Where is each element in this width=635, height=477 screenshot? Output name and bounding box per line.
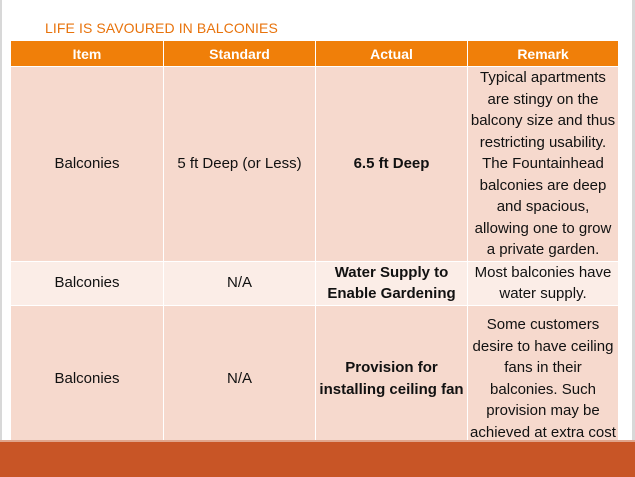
cell-remark: Most balconies have water supply. (468, 261, 619, 305)
cell-actual: Water Supply to Enable Gardening (316, 261, 468, 305)
cell-actual: Provision for installing ceiling fan (316, 305, 468, 452)
cell-actual: 6.5 ft Deep (316, 67, 468, 262)
balcony-comparison-table (10, 40, 619, 453)
table-row (11, 261, 619, 305)
table-row (11, 305, 619, 452)
footer-bar (0, 442, 635, 477)
table-row (11, 67, 619, 262)
slide-title: LIFE IS SAVOURED IN BALCONIES (45, 20, 278, 36)
header-remark: Remark (468, 41, 619, 67)
header-item: Item (11, 41, 164, 67)
table-header-row (11, 41, 619, 67)
cell-item: Balconies (11, 67, 164, 262)
cell-standard: 5 ft Deep (or Less) (164, 67, 316, 262)
cell-remark: Some customers desire to have ceiling fans in their balconies. Such provision may be achieved at extra cost (468, 305, 619, 452)
cell-standard: N/A (164, 305, 316, 452)
cell-item: Balconies (11, 305, 164, 452)
cell-item: Balconies (11, 261, 164, 305)
cell-remark: Typical apartments are stingy on the balcony size and thus restricting usability. The Fountainhead balconies are deep and spacious, allowing one to grow a private garden. (468, 67, 619, 262)
header-actual: Actual (316, 41, 468, 67)
slide-frame-left (0, 0, 2, 477)
header-standard: Standard (164, 41, 316, 67)
cell-standard: N/A (164, 261, 316, 305)
